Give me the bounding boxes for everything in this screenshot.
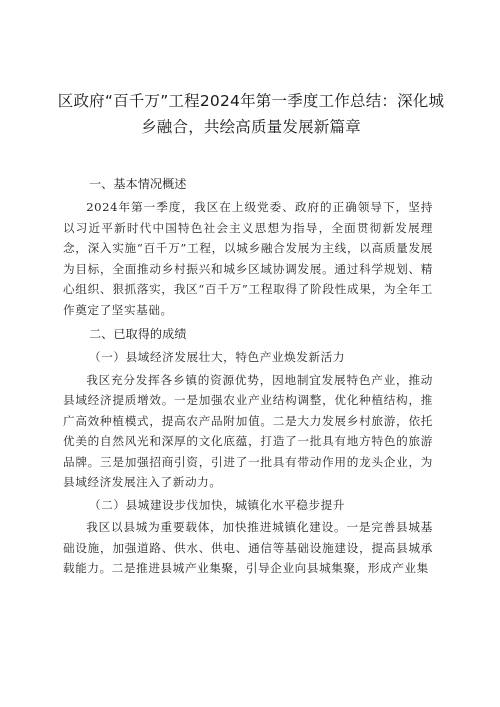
document-title: 区政府“百千万”工程2024年第一季度工作总结：深化城乡融合，共绘高质量发展新篇章 [57,92,445,136]
county-economy-paragraph: 我区充分发挥各乡镇的资源优势，因地制宜发展特色产业，推动县域经济提质增效。一是加强农业产业结构调整，优化种植结构，推广高效种植模式，提高农产品附加值。二是大力发展乡村旅游，依托优美的自然风光和深厚的文化底蕴，打造了一批具有地方特色的旅游品牌。三是加强招商引资，引进了一批具有带动作用的龙头企业，为县域经济发展注入了新动力。 [63,372,433,489]
document-body [63,173,433,581]
section-heading-achievements: 二、已取得的成绩 [89,327,187,341]
section-heading-overview: 一、基本情况概述 [89,177,187,191]
overview-paragraph: 2024年第一季度，我区在上级党委、政府的正确领导下，坚持以习近平新时代中国特色社会主义思想为指导，全面贯彻新发展理念，深入实施“百千万”工程，以城乡融合发展为主线，以高质量发展为目标，全面推动乡村振兴和城乡区域协调发展。通过科学规划、精心组织、狠抓落实，我区“百千万”工程取得了阶段性成果，为全年工作奠定了坚实基础。 [63,200,433,317]
subsection-heading-county-construction: （二）县城建设步伐加快，城镇化水平稳步提升 [89,497,346,512]
subsection-heading-county-economy: （一）县域经济发展壮大，特色产业焕发新活力 [89,350,346,364]
county-construction-paragraph: 我区以县城为重要载体，加快推进城镇化建设。一是完善县城基础设施，加强道路、供水、供电、通信等基础设施建设，提高县城承载能力。二是推进县城产业集聚，引导企业向县城集聚，形成产业集 [63,520,433,575]
